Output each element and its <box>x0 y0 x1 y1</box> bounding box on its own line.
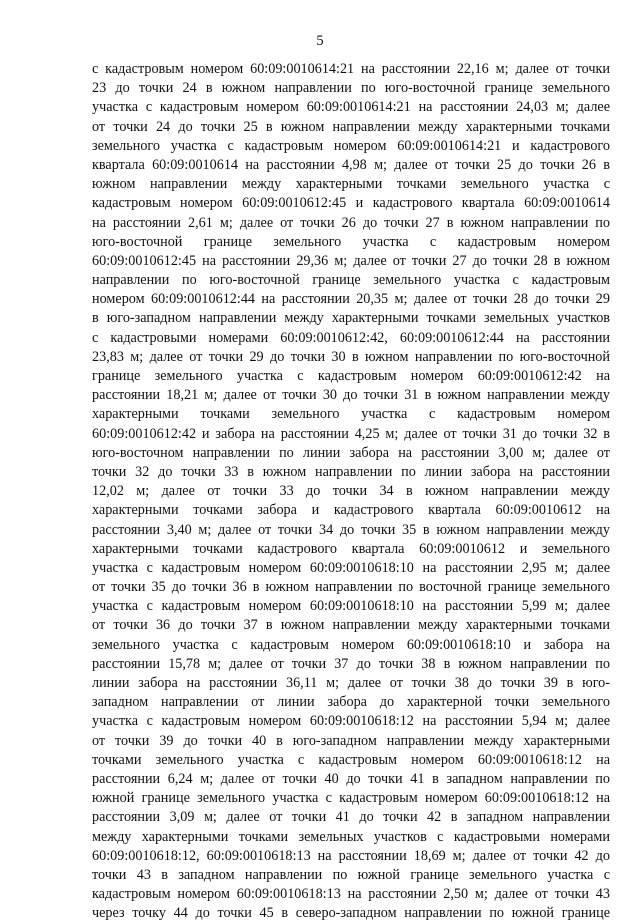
text-line: западном направлении от линии забора до характерной точки земельного <box>92 694 610 711</box>
document-body-text <box>92 60 610 923</box>
text-line: характерными точками забора и кадастрового квартала 60:09:0010612 на <box>92 502 610 519</box>
text-line: характерными точками земельного участка с кадастровым номером <box>92 406 610 423</box>
text-line: от точки 36 до точки 37 в южном направлении между характерными точками <box>92 617 610 634</box>
text-line: южном направлении между характерными точками земельного участка с <box>92 176 610 193</box>
text-line: 60:09:0010612:45 на расстоянии 29,36 м; далее от точки 27 до точки 28 в южном <box>92 252 610 269</box>
page-number: 5 <box>316 33 324 49</box>
text-line: расстоянии 15,78 м; далее от точки 37 до точки 38 в южном направлении по <box>92 655 610 672</box>
text-line: от точки 35 до точки 36 в южном направлении по восточной границе земельного <box>92 579 610 596</box>
text-line: расстоянии 18,21 м; далее от точки 30 до точки 31 в южном направлении между <box>92 387 610 404</box>
text-line: расстоянии 6,24 м; далее от точки 40 до точки 41 в западном направлении по <box>92 770 610 787</box>
text-line: участка с кадастровым номером 60:09:0010618:12 на расстоянии 5,94 м; далее <box>92 713 610 730</box>
text-line: юго-восточном направлении по линии забора на расстоянии 3,00 м; далее от <box>92 444 610 461</box>
text-line: с кадастровыми номерами 60:09:0010612:42, 60:09:0010612:44 на расстоянии <box>92 329 610 346</box>
text-line: между характерными точками земельных участков с кадастровыми номерами <box>92 828 610 845</box>
text-line: кадастровым номером 60:09:0010618:13 на расстоянии 2,50 м; далее от точки 43 <box>92 886 610 903</box>
text-line: земельного участка с кадастровым номером 60:09:0010618:10 и забора на <box>92 636 610 653</box>
text-line: участка с кадастровым номером 60:09:0010614:21 на расстоянии 24,03 м; далее <box>92 99 610 116</box>
text-line: 23,83 м; далее от точки 29 до точки 30 в южном направлении по юго-восточной <box>92 348 610 365</box>
text-line: в юго-западном направлении между характерными точками земельных участков <box>92 310 610 327</box>
text-line: земельного участка с кадастровым номером 60:09:0010614:21 и кадастрового <box>92 137 610 154</box>
text-line: точки 32 до точки 33 в южном направлении по линии забора на расстоянии <box>92 463 610 480</box>
text-line: от точки 24 до точки 25 в южном направлении между характерными точками <box>92 118 610 135</box>
text-line: юго-восточной границе земельного участка с кадастровым номером <box>92 233 610 250</box>
text-line: точки 43 в западном направлении по южной границе земельного участка с <box>92 866 610 883</box>
text-line: 60:09:0010612:42 и забора на расстоянии 4,25 м; далее от точки 31 до точки 32 в <box>92 425 610 442</box>
text-line: направлении по юго-восточной границе земельного участка с кадастровым <box>92 272 610 289</box>
text-line: линии забора на расстоянии 36,11 м; далее от точки 38 до точки 39 в юго- <box>92 675 610 691</box>
text-line: квартала 60:09:0010614 на расстоянии 4,98 м; далее от точки 25 до точки 26 в <box>92 156 610 173</box>
text-line: участка с кадастровым номером 60:09:0010618:10 на расстоянии 2,95 м; далее <box>92 559 610 576</box>
text-line: номером 60:09:0010612:44 на расстоянии 20,35 м; далее от точки 28 до точки 29 <box>92 291 610 308</box>
text-line: расстоянии 3,09 м; далее от точки 41 до точки 42 в западном направлении <box>92 809 610 826</box>
text-line: 60:09:0010618:12, 60:09:0010618:13 на расстоянии 18,69 м; далее от точки 42 до <box>92 847 610 864</box>
text-line: с кадастровым номером 60:09:0010614:21 на расстоянии 22,16 м; далее от точки <box>92 61 610 77</box>
text-line: 23 до точки 24 в южном направлении по юго-восточной границе земельного <box>92 80 610 97</box>
text-line: южной границе земельного участка с кадастровым номером 60:09:0010618:12 на <box>92 790 610 807</box>
text-line: 12,02 м; далее от точки 33 до точки 34 в южном направлении между <box>92 483 610 500</box>
text-line: характерными точками кадастрового квартала 60:09:0010612 и земельного <box>92 540 610 557</box>
text-line: точками земельного участка с кадастровым номером 60:09:0010618:12 на <box>92 751 610 768</box>
text-line: кадастровым номером 60:09:0010612:45 и кадастрового квартала 60:09:0010614 <box>92 195 610 212</box>
text-line: границе земельного участка с кадастровым номером 60:09:0010612:42 на <box>92 368 610 384</box>
text-line: на расстоянии 2,61 м; далее от точки 26 до точки 27 в южном направлении по <box>92 214 610 231</box>
text-line: участка с кадастровым номером 60:09:0010618:10 на расстоянии 5,99 м; далее <box>92 598 610 615</box>
text-line: от точки 39 до точки 40 в юго-западном направлении между характерными <box>92 732 610 749</box>
text-line: расстоянии 3,40 м; далее от точки 34 до точки 35 в южном направлении между <box>92 521 610 538</box>
text-line: через точку 44 до точки 45 в северо-западном направлении по южной границе <box>92 905 610 922</box>
